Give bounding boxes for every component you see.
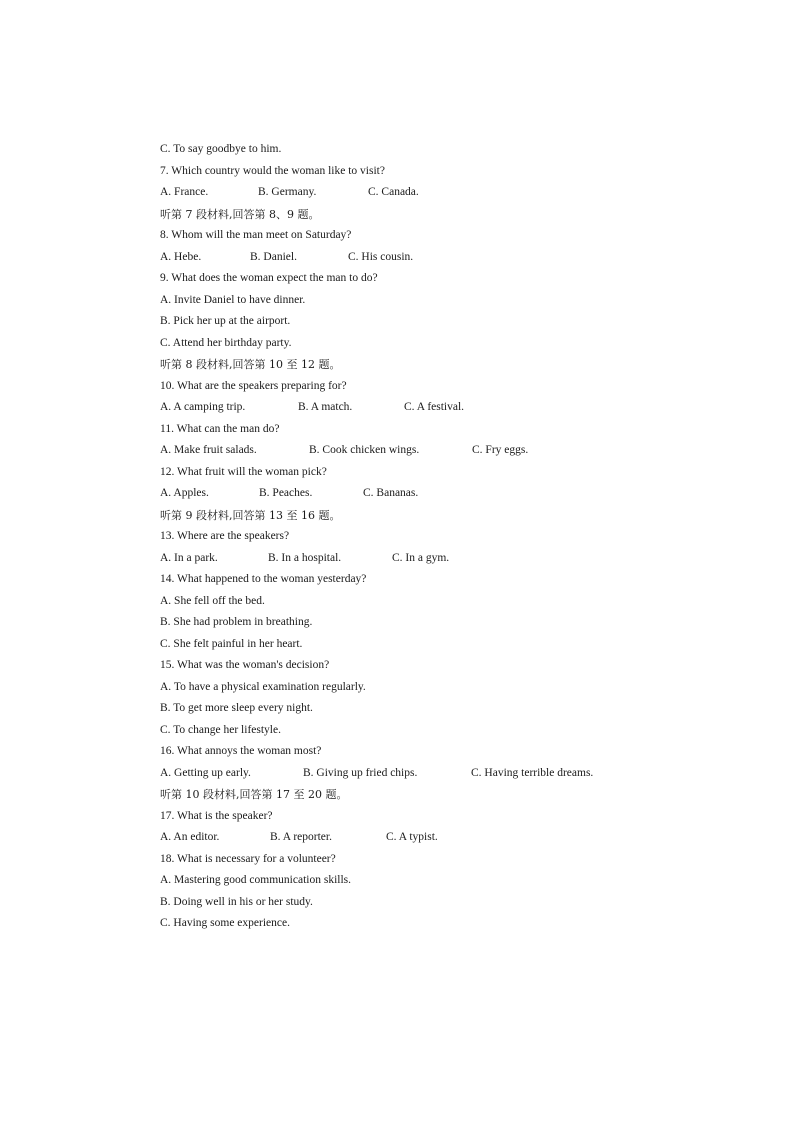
question-text: 15. What was the woman's decision? <box>160 659 330 671</box>
answer-option: C. Attend her birthday party. <box>160 336 292 349</box>
answer-options-row <box>160 397 760 419</box>
question-text: 13. Where are the speakers? <box>160 530 290 542</box>
answer-option: A. To have a physical examination regularly. <box>160 680 366 693</box>
question-text: 9. What does the woman expect the man to do? <box>160 272 378 284</box>
answer-option: B. Giving up fried chips. <box>303 766 418 779</box>
answer-options-row <box>160 483 760 505</box>
answer-option: A. Hebe. <box>160 250 202 263</box>
answer-option: B. She had problem in breathing. <box>160 616 313 628</box>
question-text: 18. What is necessary for a volunteer? <box>160 852 336 865</box>
question-text: 12. What fruit will the woman pick? <box>160 465 327 478</box>
answer-option: A. She fell off the bed. <box>160 594 265 607</box>
answer-options-row <box>160 247 760 269</box>
section-instruction: 听第 7 段材料,回答第 8、9 题。 <box>160 207 320 221</box>
answer-option: A. A camping trip. <box>160 401 246 413</box>
answer-option: B. Peaches. <box>259 487 313 499</box>
section-instruction: 听第 9 段材料,回答第 13 至 16 题。 <box>160 508 341 522</box>
answer-option: B. A reporter. <box>270 831 332 843</box>
answer-option: C. She felt painful in her heart. <box>160 637 303 650</box>
answer-option: C. Having some experience. <box>160 917 290 929</box>
answer-option: C. To change her lifestyle. <box>160 723 281 736</box>
answer-options-row <box>160 827 760 849</box>
answer-option: B. Cook chicken wings. <box>309 444 420 456</box>
answer-option: C. Canada. <box>368 186 419 198</box>
question-text: 11. What can the man do? <box>160 422 280 435</box>
answer-option: B. Pick her up at the airport. <box>160 315 291 327</box>
answer-option: B. In a hospital. <box>268 551 342 564</box>
answer-option: B. To get more sleep every night. <box>160 702 313 714</box>
answer-options-row <box>160 440 760 462</box>
answer-option: B. Doing well in his or her study. <box>160 895 313 908</box>
answer-option: A. Invite Daniel to have dinner. <box>160 293 306 306</box>
answer-option: A. Apples. <box>160 487 209 499</box>
answer-option: A. An editor. <box>160 831 220 843</box>
answer-option: A. Mastering good communication skills. <box>160 874 352 886</box>
answer-option: C. In a gym. <box>392 551 450 564</box>
answer-option: B. Daniel. <box>250 250 297 263</box>
answer-option: C. Fry eggs. <box>472 444 529 456</box>
question-text: 17. What is the speaker? <box>160 809 273 822</box>
answer-option: A. Getting up early. <box>160 766 251 779</box>
answer-option: A. Make fruit salads. <box>160 444 257 456</box>
question-text: 7. Which country would the woman like to visit? <box>160 164 385 177</box>
answer-option: C. Bananas. <box>363 487 419 499</box>
answer-option: C. A festival. <box>404 401 465 413</box>
listening-questions <box>160 139 760 935</box>
answer-option: C. To say goodbye to him. <box>160 143 282 155</box>
answer-option: B. Germany. <box>258 186 317 198</box>
answer-option: B. A match. <box>298 401 353 413</box>
answer-option: A. France. <box>160 186 209 198</box>
question-text: 16. What annoys the woman most? <box>160 745 322 757</box>
answer-options-row <box>160 182 760 204</box>
answer-option: A. In a park. <box>160 551 218 564</box>
question-text: 10. What are the speakers preparing for? <box>160 379 347 392</box>
answer-options-row <box>160 763 760 785</box>
question-text: 8. Whom will the man meet on Saturday? <box>160 229 352 241</box>
answer-option: C. A typist. <box>386 831 438 843</box>
answer-option: C. Having terrible dreams. <box>471 766 594 779</box>
section-instruction: 听第 10 段材料,回答第 17 至 20 题。 <box>160 788 348 801</box>
answer-options-row <box>160 548 760 570</box>
question-text: 14. What happened to the woman yesterday? <box>160 573 367 585</box>
section-instruction: 听第 8 段材料,回答第 10 至 12 题。 <box>160 358 341 371</box>
answer-option: C. His cousin. <box>348 250 414 263</box>
